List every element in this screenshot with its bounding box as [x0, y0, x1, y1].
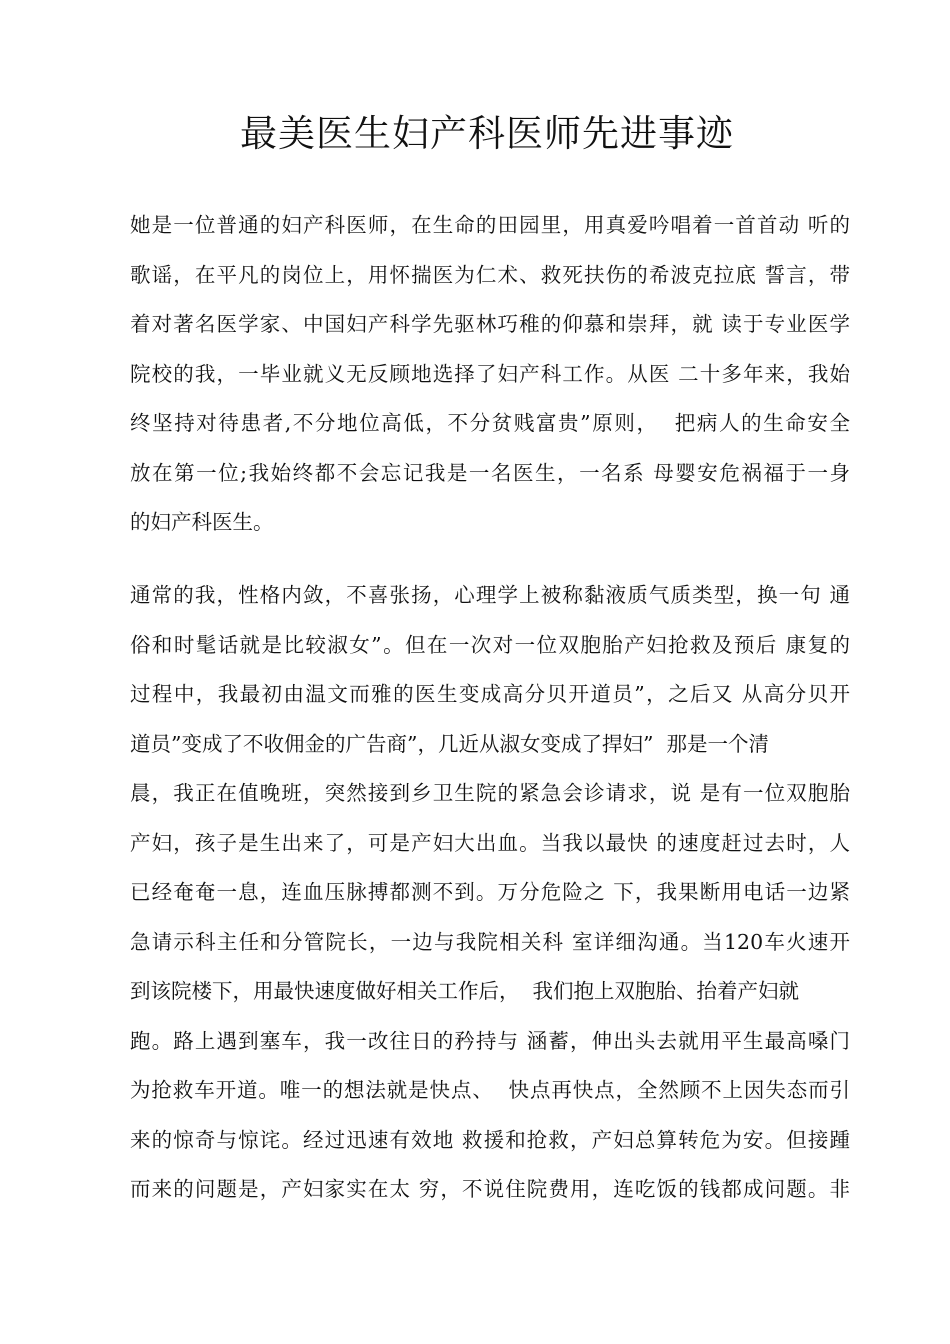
paragraph-line: 过程中，我最初由温文而雅的医生变成高分贝开道员”，之后又 从高分贝开: [130, 682, 850, 706]
paragraph-line: 她是一位普通的妇产科医师，在生命的田园里，用真爱吟唱着一首首动 听的: [130, 213, 850, 237]
paragraph-line: 晨，我正在值晚班，突然接到乡卫生院的紧急会诊请求，说 是有一位双胞胎: [130, 781, 850, 805]
paragraph-line: 歌谣，在平凡的岗位上，用怀揣医为仁术、救死扶伤的希波克拉底 誓言，带: [130, 262, 850, 287]
paragraph-line: 的妇产科医生。: [130, 510, 274, 534]
paragraph-line: 而来的问题是，产妇家实在太 穷，不说住院费用，连吃饭的钱都成问题。非: [130, 1177, 850, 1201]
paragraph-line: 着对著名医学家、中国妇产科学先驱林巧稚的仰慕和崇拜，就 读于专业医学: [130, 312, 850, 336]
paragraph-line: 跑。路上遇到塞车，我一改往日的矜持与 涵蓄，伸出头去就用平生最高嗓门: [130, 1028, 850, 1053]
paragraph-line: 来的惊奇与惊诧。经过迅速有效地 救援和抢救，产妇总算转危为安。但接踵: [130, 1127, 850, 1152]
paragraph-line: 道员”变成了不收佣金的广告商”，几近从淑女变成了捍妇” 那是一个清: [130, 731, 769, 756]
paragraph-1: [130, 201, 850, 548]
paragraph-line: 急请示科主任和分管院长，一边与我院相关科 室详细沟通。当120车火速开: [130, 929, 850, 954]
paragraph-2: [130, 571, 850, 1215]
paragraph-line: 到该院楼下，用最快速度做好相关工作后， 我们抱上双胞胎、抬着产妇就: [130, 979, 800, 1003]
paragraph-line: 为抢救车开道。唯一的想法就是快点、 快点再快点，全然顾不上因失态而引: [130, 1078, 850, 1102]
paragraph-line: 俗和时髦话就是比较淑女”。但在一次对一位双胞胎产妇抢救及预后 康复的: [130, 632, 850, 657]
paragraph-line: 院校的我，一毕业就义无反顾地选择了妇产科工作。从医 二十多年来，我始: [130, 361, 850, 386]
paragraph-line: 产妇，孩子是生出来了，可是产妇大出血。当我以最快 的速度赶过去时，人: [130, 830, 850, 855]
paragraph-line: 放在第一位;我始终都不会忘记我是一名医生，一名系 母婴安危祸福于一身: [130, 460, 850, 485]
paragraph-line: 通常的我，性格内敛，不喜张扬，心理学上被称黏液质气质类型，换一句 通: [130, 583, 850, 607]
paragraph-line: 终坚持对待患者,不分地位高低，不分贫贱富贵”原则， 把病人的生命安全: [130, 411, 850, 435]
document-title: 最美医生妇产科医师先进事迹: [240, 112, 734, 155]
paragraph-line: 已经奄奄一息，连血压脉搏都测不到。万分危险之 下，我果断用电话一边紧: [130, 880, 850, 904]
